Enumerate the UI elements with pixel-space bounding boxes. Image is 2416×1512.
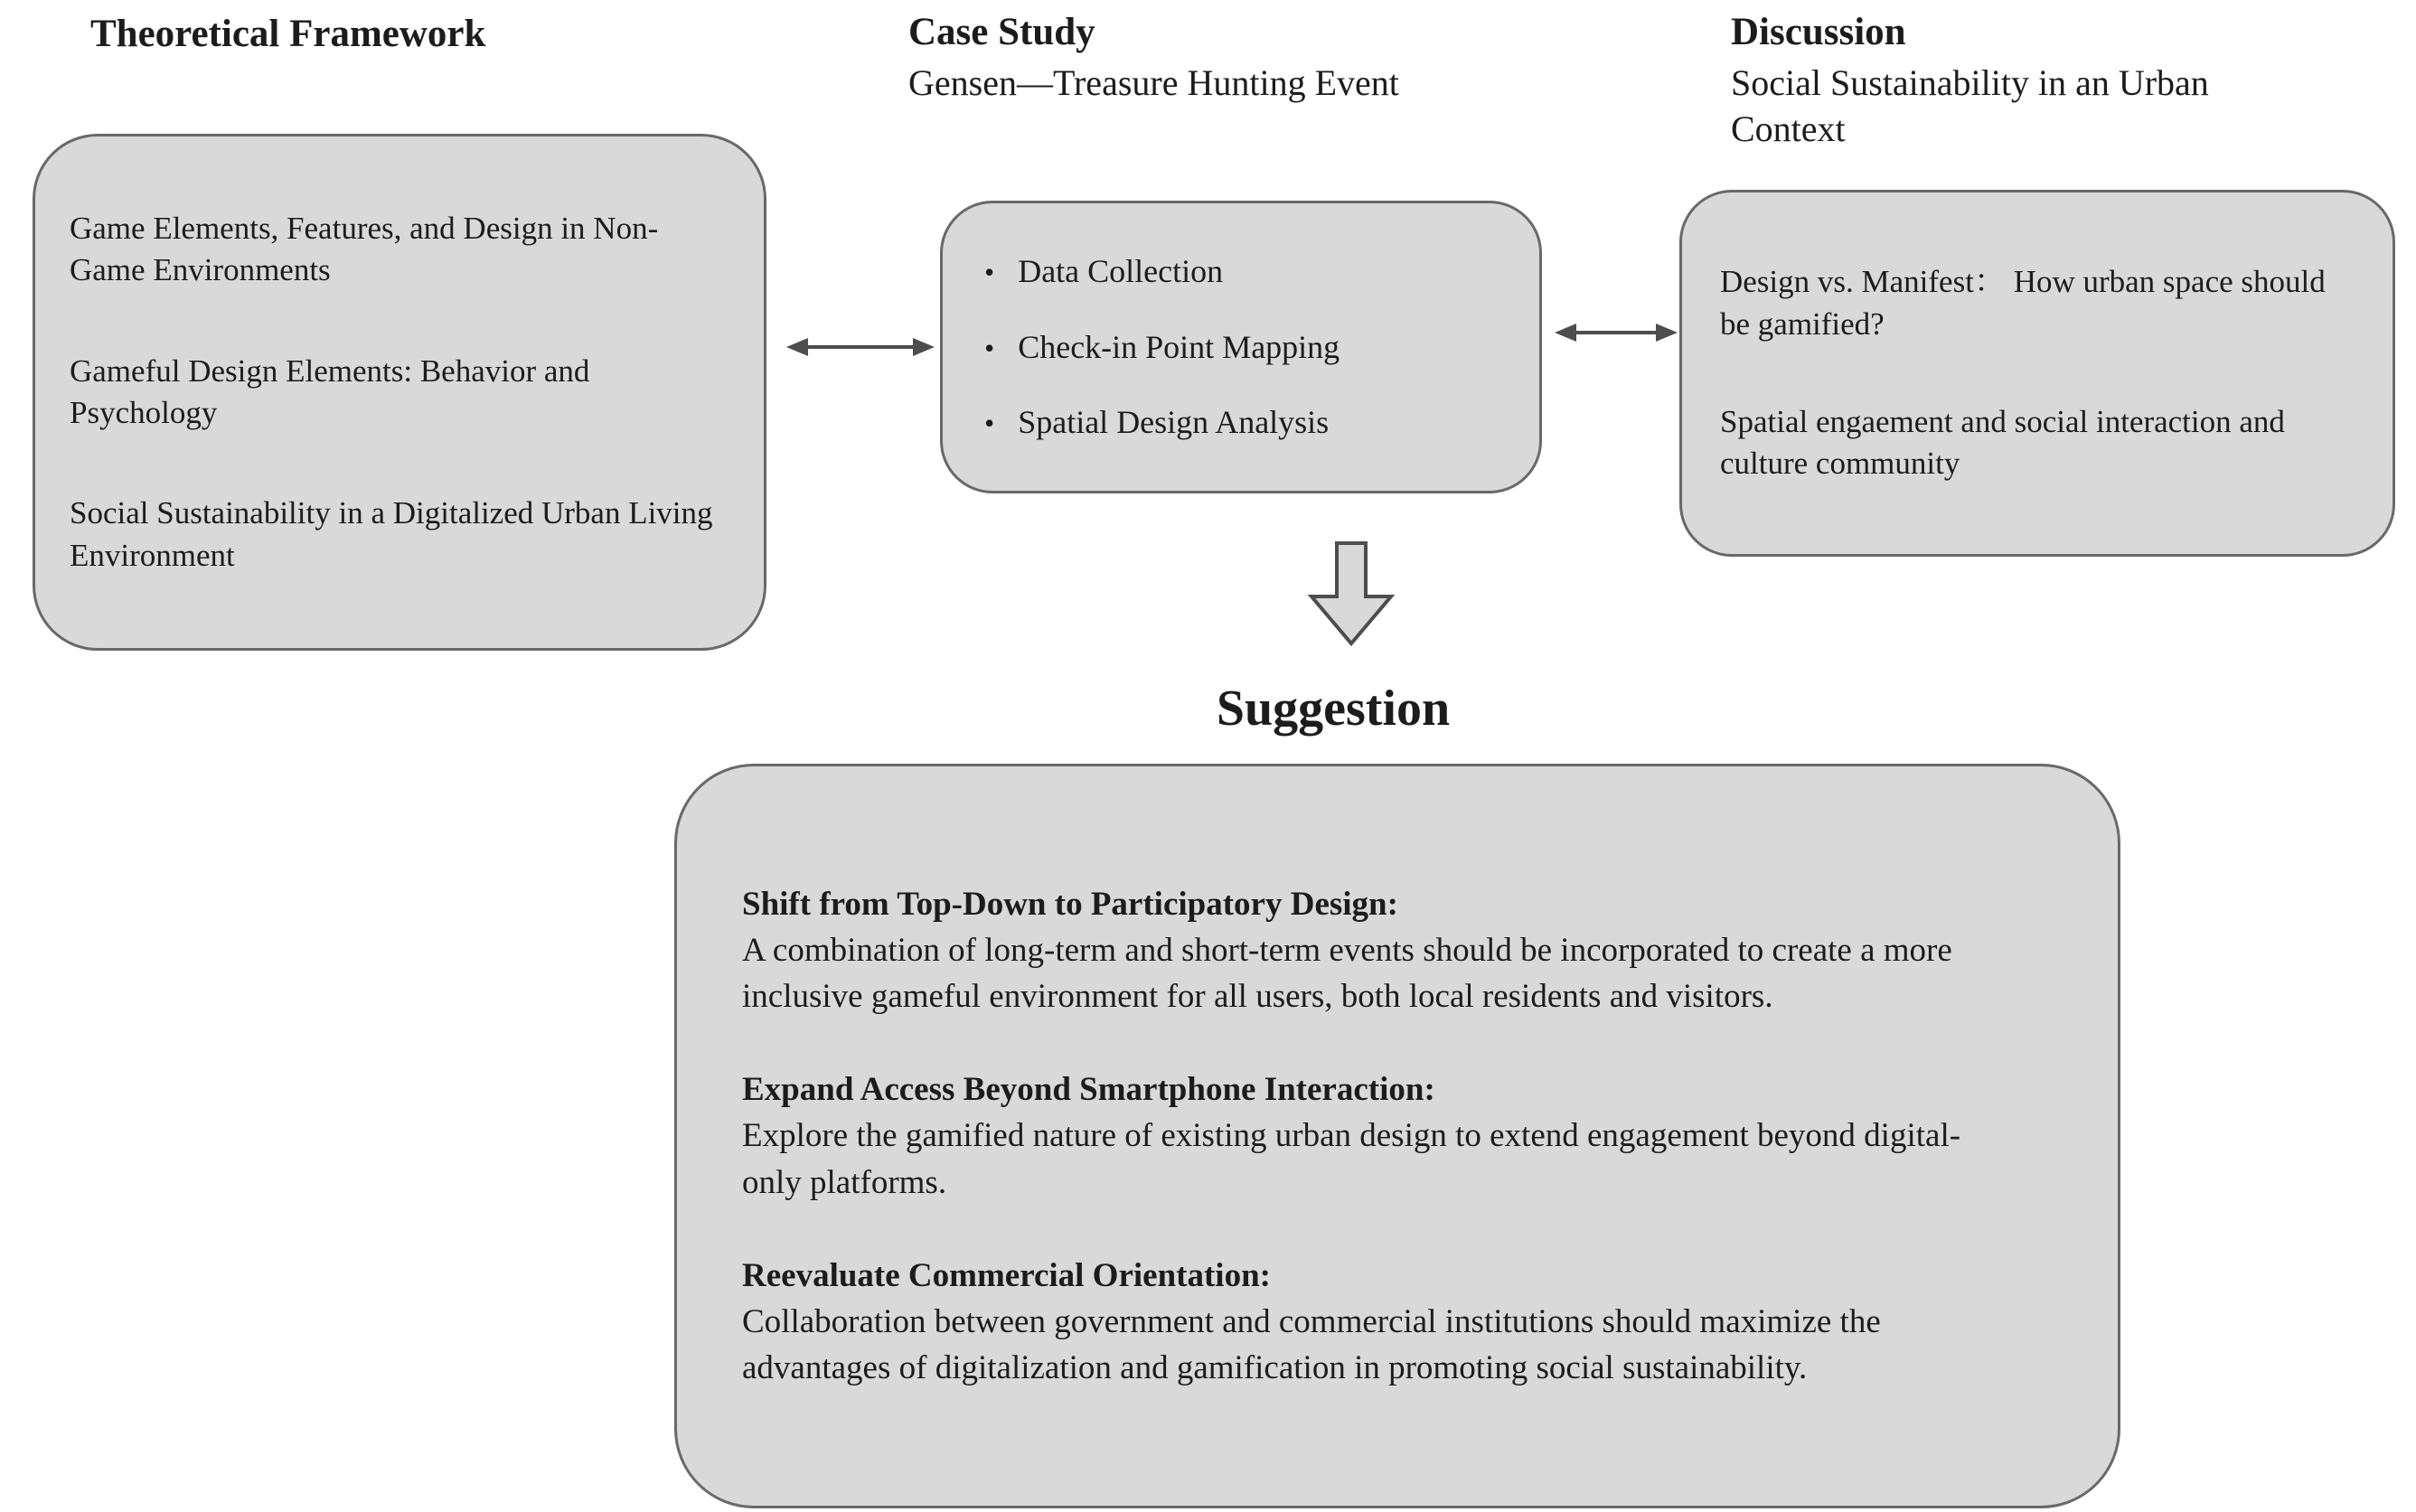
- suggestion-section-body: A combination of long-term and short-term events should be incorporated to create a more inclusive gameful environment for all users, both local residents and visitors.: [742, 932, 1952, 1016]
- bidirectional-arrow-icon: [785, 327, 936, 367]
- bullet-label: Spatial Design Analysis: [1018, 404, 1330, 441]
- bullet-icon: •: [984, 407, 995, 440]
- discussion-item: Design vs. Manifest： How urban space should be gamified?: [1720, 264, 2326, 342]
- bidirectional-arrow-icon: [1553, 313, 1679, 352]
- bullet-label: Data Collection: [1018, 252, 1224, 289]
- case-study-title: Case Study: [908, 11, 1095, 53]
- suggestion-title: Suggestion: [1216, 681, 1451, 737]
- suggestion-section-heading: Shift from Top-Down to Participatory Design:: [742, 886, 1398, 924]
- bullet-icon: •: [984, 255, 995, 288]
- case-study-box: [940, 201, 1542, 493]
- suggestion-section-heading: Expand Access Beyond Smartphone Interaction:: [742, 1071, 1435, 1109]
- theoretical-item: Gameful Design Elements: Behavior and Psychology: [70, 352, 590, 430]
- bullet-icon: •: [984, 331, 995, 364]
- bullet-label: Check-in Point Mapping: [1018, 328, 1340, 365]
- discussion-title: Discussion: [1731, 11, 1906, 53]
- theoretical-framework-title: Theoretical Framework: [90, 13, 486, 55]
- discussion-box: [1679, 190, 2395, 557]
- suggestion-section-body: Collaboration between government and commercial institutions should maximize the advantages of digitalization and gamification in promoting social sustainability.: [742, 1302, 1881, 1386]
- list-item: [984, 251, 1516, 292]
- discussion-subtitle: Social Sustainability in an Urban Context: [1731, 62, 2209, 150]
- discussion-item: Spatial engaement and social interaction and culture community: [1720, 404, 2285, 482]
- down-block-arrow-icon: [1304, 540, 1398, 649]
- suggestion-section-body: Explore the gamified nature of existing urban design to extend engagement beyond digital-only platforms.: [742, 1117, 1961, 1201]
- suggestion-box: [674, 764, 2120, 1508]
- list-item: [984, 327, 1516, 368]
- theoretical-item: Game Elements, Features, and Design in Non-Game Environments: [70, 211, 659, 288]
- suggestion-section: [742, 1253, 2053, 1391]
- suggestion-section-heading: Reevaluate Commercial Orientation:: [742, 1256, 1271, 1294]
- list-item: [984, 402, 1516, 443]
- case-study-subtitle: Gensen—Treasure Hunting Event: [908, 62, 1399, 103]
- suggestion-section: [742, 881, 2053, 1019]
- theoretical-framework-box: [33, 134, 766, 651]
- theoretical-item: Social Sustainability in a Digitalized Urban Living Environment: [70, 495, 713, 573]
- suggestion-section: [742, 1066, 2053, 1205]
